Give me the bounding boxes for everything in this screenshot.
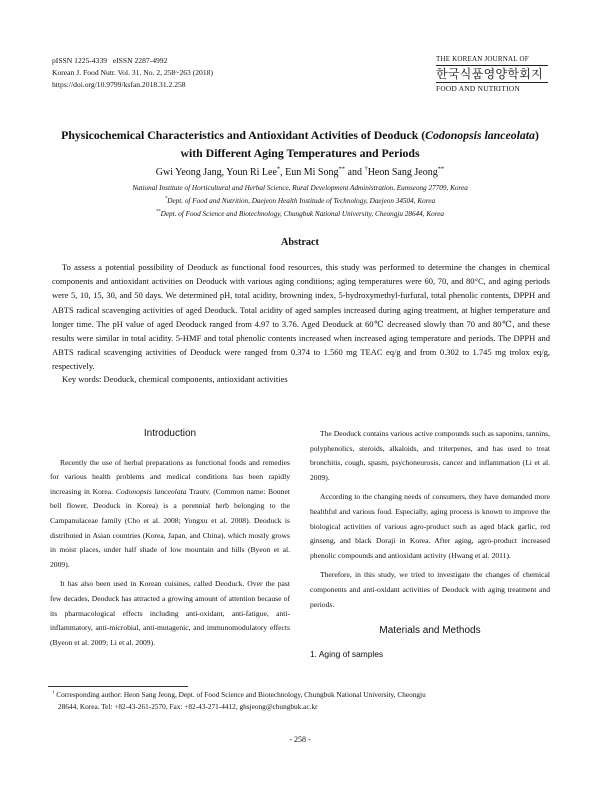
affiliation-2-mark: *: [164, 196, 168, 202]
issn-line: pISSN 1225-4339 eISSN 2287-4992: [52, 56, 168, 65]
title-text-a: Physicochemical Characteristics and Antioxidant Activities of Deoduck (: [61, 128, 426, 142]
citation-line: Korean J. Food Nutr. Vol. 31. No. 2, 258~263 (2018): [52, 68, 213, 77]
left-column: [50, 427, 290, 655]
corresponding-mark: †: [364, 165, 368, 173]
footnote-text-1: Corresponding author: Heon Sang Jeong, Dept. of Food Science and Biotechnology, Chungbuk National University, Cheongju: [56, 690, 426, 699]
journal-name-en-bottom: FOOD AND NUTRITION: [436, 82, 548, 93]
footnote-line-1: [52, 689, 557, 701]
doi-link[interactable]: https://doi.org/10.9799/ksfan.2018.31.2.258: [52, 80, 186, 89]
right-column: [310, 427, 550, 666]
author-list: [40, 167, 560, 178]
affiliation-3: [40, 210, 560, 218]
footnote-divider: [48, 686, 188, 687]
journal-name-kr: 한국식품영양학회지: [436, 67, 544, 81]
page-number: - 258 -: [289, 735, 311, 744]
journal-logo: [436, 55, 548, 93]
paper-title: [40, 126, 560, 162]
affiliation-3-mark: **: [155, 209, 161, 215]
intro-paragraph-5: Therefore, in this study, we tried to investigate the changes of chemical components and anti-oxidant activities of Deoduck with aging treatment and periods.: [310, 570, 550, 609]
journal-name-en-top: THE KOREAN JOURNAL OF: [436, 55, 548, 66]
affiliation-3-text: Dept. of Food Science and Biotechnology, Chungbuk National University, Cheongju 28644, Korea: [160, 210, 445, 218]
title-text-b: ): [534, 128, 539, 142]
author-2: , Eun Mi Song: [280, 167, 339, 178]
intro-p1-species: Codonopsis lanceolata: [115, 486, 187, 496]
author-3: Heon Sang Jeong: [367, 167, 438, 178]
intro-paragraph-1: [50, 456, 290, 573]
affiliation-2-text: Dept. of Food and Nutrition, Daejeon Health Institude of Technology, Daejeon 34504, Korea: [167, 197, 436, 205]
introduction-heading: Introduction: [143, 428, 197, 439]
title-species: Codonopsis lanceolata: [425, 128, 535, 142]
title-line-1: [40, 126, 560, 144]
author-and: and: [345, 167, 365, 178]
title-line-2: with Different Aging Temperatures and Periods: [180, 146, 420, 160]
methods-subsection-1: 1. Aging of samples: [310, 648, 384, 659]
methods-heading: Materials and Methods: [379, 625, 481, 637]
footnote: [52, 689, 557, 712]
footnote-mark: †: [52, 690, 55, 696]
intro-paragraph-2: It has also been used in Korean cuisines, called Deoduck. Over the past few decades, Deoduck has attracted a growing amount of attention because of its pharmacological effects including anti-oxidant, anti-fatigue, anti-inflammatory, anti-microbial, anti-mutagenic, and immunomodulatory effects (Byeon et al. 2009; Li et al. 2009).: [50, 579, 290, 647]
author-1: Gwi Yeong Jang, Youn Ri Lee: [155, 167, 277, 178]
author-2-mark: **: [338, 165, 345, 173]
intro-paragraph-4: According to the changing needs of consumers, they have demanded more healthful and various food. Especially, aging process is known to improve the biological activities of various agro-product such as aged black garlic, red ginseng, and black Doraji in Korea. After aging, agro-product increased phenolic compounds and antioxidant activity (Hwang et al. 2011).: [310, 492, 550, 560]
citation-block: [52, 55, 213, 91]
footnote-line-2: 28644, Korea. Tel: +82-43-261-2570, Fax: +82-43-271-4412, ghsjeong@chungbuk.ac.kr: [58, 701, 318, 711]
intro-paragraph-3: The Deoduck contains various active compounds such as saponins, tannins, polyphenolics, steroids, alkaloids, and triterpenes, and has used to treat bronchitis, cough, spasm, psychoneurosis, cancer and inflammation (Li et al. 2009).: [310, 429, 550, 482]
abstract-body: To assess a potential possibility of Deoduck as functional food resources, this study was performed to determine the changes in chemical components and antioxidant activities on Deoduck with various aging conditions; aging temperatures were 60, 70, and 80°C, and aging periods were 5, 10, 15, 30, and 50 days. We determined pH, total acidity, browning index, 5-hydroxymethyl-furfural, total phenolic contents, DPPH and ABTS radical scavenging activities of aged Deoduck. Total acidity of aged samples increased during aging treatment, at higher temperature and longer time. The pH value of aged Deoduck ranged from 4.97 to 3.76. Aged Deoduck at 60℃ decreased slowly than 70 and 80℃, and these results were similar in total acidity. 5-HMF and total phenolic contents increased when increased aging temperature and periods. The DPPH and ABTS radical scavenging activities of Deoduck were ranged from 0.374 to 1.560 mg TEAC eq/g and from 0.302 to 1.745 mg trolox eq/g, respectively.: [52, 262, 550, 372]
abstract-heading: Abstract: [281, 237, 319, 248]
affiliation-1: National Institute of Horticultural and Herbal Science, Rural Development Administration, Eumseong 27709, Korea: [132, 184, 468, 192]
author-1-mark: *: [276, 165, 281, 173]
intro-p1-text-a: Recently the use of herbal preparations as functional foods and remedies for various health problems and medical conditions has been rapidly increasing in Korea.: [50, 457, 290, 496]
affiliation-2: [40, 197, 560, 205]
intro-p1-text-b: Trautv. (Common name: Bounet bell flower, Deoduck in Korea) is a perennial herb belonging to the Campanulaceae family (Cho et al. 2008; Yongxu et al. 2008). Deoduck is distributed in Asian countries (Korea, Japan, and China), which mostly grows in moist places, under half shade of low mountain and hills (Byeon et al. 2009).: [50, 486, 290, 569]
keywords: Key words: Deoduck, chemical components, antioxidant activities: [62, 374, 288, 384]
author-3-mark: **: [437, 165, 445, 173]
